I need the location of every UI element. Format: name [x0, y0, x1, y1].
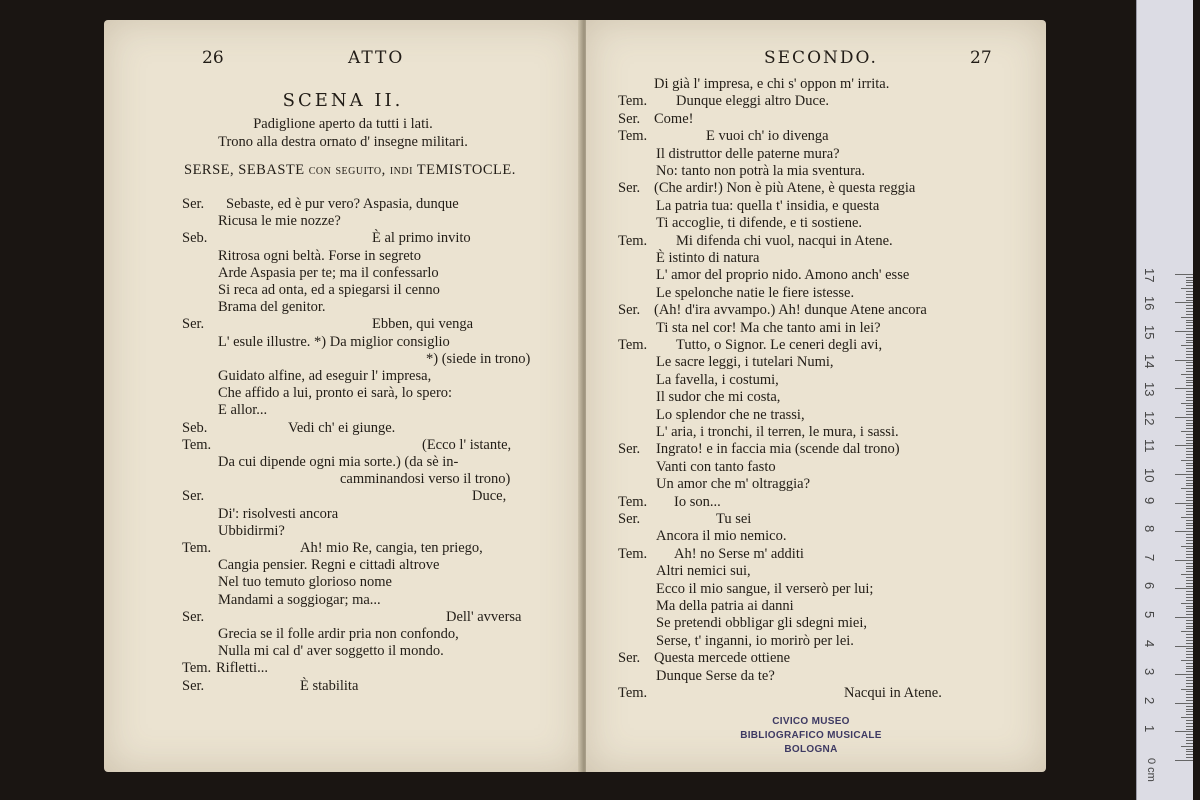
ruler-tick: [1186, 340, 1193, 341]
verse-line: Ricusa le mie nozze?: [218, 213, 341, 230]
ruler-tick: [1186, 577, 1193, 578]
verse-line: La favella, i costumi,: [656, 371, 779, 388]
verse-line: Sebaste, ed è pur vero? Aspasia, dunque: [226, 196, 459, 212]
stage-setting-2: Trono alla destra ornato d' insegne militari.: [218, 134, 468, 150]
ruler-tick: [1181, 546, 1193, 547]
ruler-tick: [1175, 646, 1193, 647]
ruler-tick: [1186, 368, 1193, 369]
ruler-tick: [1186, 277, 1193, 278]
ruler-tick: [1186, 754, 1193, 755]
ruler-tick: [1186, 548, 1193, 549]
ruler-tick: [1186, 657, 1193, 658]
verse-line: La patria tua: quella t' insidia, e questa: [656, 197, 880, 214]
ruler-tick: [1175, 531, 1193, 532]
ruler-tick: [1186, 528, 1193, 529]
ruler-number: 1: [1142, 725, 1157, 733]
ruler-tick: [1181, 317, 1193, 318]
ruler-tick: [1186, 400, 1193, 401]
ruler-tick: [1186, 608, 1193, 609]
ruler-tick: [1186, 740, 1193, 741]
scene-title: SCENA II.: [282, 90, 404, 111]
ruler-tick: [1186, 314, 1193, 315]
ruler-tick: [1186, 385, 1193, 386]
ruler-tick: [1181, 631, 1193, 632]
ruler-number: 12: [1142, 410, 1157, 426]
ruler-number: 16: [1142, 296, 1157, 311]
ruler-tick: [1181, 345, 1193, 346]
stamp-line-2: BIBLIOGRAFICO MUSICALE: [740, 730, 882, 741]
ruler-tick: [1186, 534, 1193, 535]
verse-line: Dell' avversa: [446, 608, 522, 625]
ruler-tick: [1186, 700, 1193, 701]
ruler-tick: [1186, 348, 1193, 349]
ruler-tick: [1186, 723, 1193, 724]
ruler-tick: [1186, 505, 1193, 506]
verse-line: Ah! mio Re, cangia, ten priego,: [300, 540, 483, 556]
verse-line: Lo splendor che ne trassi,: [656, 406, 805, 423]
ruler-tick: [1186, 683, 1193, 684]
ruler-tick: [1175, 474, 1193, 475]
ruler-tick: [1181, 689, 1193, 690]
ruler-tick: [1186, 623, 1193, 624]
left-running-head: ATTO: [348, 48, 405, 68]
ruler-tick: [1186, 320, 1193, 321]
ruler-tick: [1175, 588, 1193, 589]
verse-line: Nel tuo temuto glorioso nome: [218, 574, 392, 591]
verse-line: Nacqui in Atene.: [844, 685, 942, 701]
ruler-tick: [1186, 514, 1193, 515]
speaker-label: Tem.: [618, 93, 648, 110]
ruler-tick: [1186, 494, 1193, 495]
verse-line: Altri nemici sui,: [656, 563, 751, 580]
ruler-tick: [1186, 611, 1193, 612]
speaker-label: Ser.: [182, 488, 205, 505]
measuring-ruler: [1136, 0, 1193, 800]
verse-line: Ritrosa ogni beltà. Forse in segreto: [218, 247, 421, 264]
ruler-tick: [1186, 737, 1193, 738]
ruler-tick: [1186, 491, 1193, 492]
verse-line: Le spelonche natie le fiere istesse.: [656, 284, 855, 301]
ruler-tick: [1186, 523, 1193, 524]
verse-line: Questa mercede ottiene: [654, 650, 791, 667]
ruler-tick: [1186, 620, 1193, 621]
verse-line: È al primo invito: [372, 230, 471, 247]
verse-line: Di': risolvesti ancora: [218, 505, 339, 522]
speaker-label: Ser.: [618, 441, 641, 458]
verse-line: *) (siede in trono): [426, 350, 531, 367]
verse-line: (Ecco l' istante,: [422, 436, 512, 453]
ruler-tick: [1186, 354, 1193, 355]
ruler-tick: [1186, 654, 1193, 655]
ruler-tick: [1175, 417, 1193, 418]
ruler-tick: [1181, 460, 1193, 461]
speaker-label: Ser.: [618, 302, 641, 319]
ruler-tick: [1186, 434, 1193, 435]
verse-line: (Ah! d'ira avvampo.) Ah! dunque Atene ancora: [654, 302, 927, 319]
ruler-number: 11: [1142, 439, 1157, 453]
ruler-tick: [1186, 308, 1193, 309]
ruler-tick: [1186, 405, 1193, 406]
verse-line: Vanti con tanto fasto: [656, 458, 776, 475]
verse-line: Io son...: [674, 493, 721, 510]
ruler-tick: [1186, 614, 1193, 615]
ruler-tick: [1181, 746, 1193, 747]
verse-line: L' aria, i tronchi, il terren, le mura, i sassi.: [656, 424, 899, 440]
verse-line: Un amor che m' oltraggia?: [656, 476, 810, 493]
ruler-tick: [1181, 403, 1193, 404]
ruler-number: 10: [1142, 468, 1157, 483]
ruler-tick: [1186, 594, 1193, 595]
ruler-tick: [1186, 328, 1193, 329]
ruler-tick: [1186, 483, 1193, 484]
verse-line: È stabilita: [300, 677, 359, 694]
verse-line: Il distruttor delle paterne mura?: [656, 145, 840, 162]
ruler-tick: [1186, 711, 1193, 712]
ruler-number: 8: [1142, 525, 1157, 533]
verse-line: E vuoi ch' io divenga: [706, 128, 829, 145]
ruler-tick: [1186, 423, 1193, 424]
ruler-tick: [1186, 497, 1193, 498]
ruler-tick: [1186, 686, 1193, 687]
ruler-tick: [1186, 663, 1193, 664]
ruler-tick: [1186, 648, 1193, 649]
speaker-label: Ser.: [618, 650, 641, 667]
ruler-unit-label: 0 cm: [1145, 758, 1157, 782]
ruler-tick: [1181, 603, 1193, 604]
ruler-tick: [1186, 525, 1193, 526]
ruler-tick: [1186, 714, 1193, 715]
left-page-number: 26: [202, 48, 224, 68]
verse-line: Guidato alfine, ad eseguir l' impresa,: [218, 368, 432, 384]
verse-line: Ancora il mio nemico.: [656, 528, 787, 545]
ruler-tick: [1186, 420, 1193, 421]
ruler-tick: [1186, 305, 1193, 306]
ruler-tick: [1186, 325, 1193, 326]
ruler-tick: [1181, 517, 1193, 518]
speaker-label: Ser.: [182, 316, 205, 333]
ruler-tick: [1186, 709, 1193, 710]
speaker-label: Seb.: [182, 419, 208, 436]
ruler-tick: [1186, 586, 1193, 587]
ruler-number: 9: [1142, 496, 1157, 504]
verse-line: Brama del genitor.: [218, 299, 326, 316]
ruler-tick: [1175, 674, 1193, 675]
ruler-tick: [1186, 734, 1193, 735]
speaker-label: Tem.: [618, 337, 648, 353]
ruler-tick: [1186, 729, 1193, 730]
ruler-tick: [1186, 480, 1193, 481]
verse-line: Duce,: [472, 488, 507, 505]
speaker-label: Ser.: [618, 511, 641, 527]
ruler-number: 7: [1142, 553, 1157, 562]
verse-line: Mi difenda chi vuol, nacqui in Atene.: [676, 232, 893, 249]
ruler-tick: [1181, 660, 1193, 661]
speaker-label: Tem.: [182, 660, 212, 677]
ruler-tick: [1186, 485, 1193, 486]
ruler-tick: [1186, 543, 1193, 544]
ruler-number: 6: [1142, 582, 1157, 590]
ruler-tick: [1186, 411, 1193, 412]
ruler-tick: [1186, 334, 1193, 335]
ruler-tick: [1186, 454, 1193, 455]
ruler-tick: [1175, 360, 1193, 361]
verse-line: No: tanto non potrà la mia sventura.: [656, 163, 865, 179]
speaker-label: Tem.: [618, 685, 648, 701]
ruler-tick: [1186, 463, 1193, 464]
ruler-tick: [1186, 637, 1193, 638]
verse-line: Da cui dipende ogni mia sorte.) (da sè in-: [218, 454, 459, 470]
ruler-number: 3: [1142, 668, 1157, 676]
stage-setting-1: Padiglione aperto da tutti i lati.: [253, 116, 433, 132]
ruler-tick: [1186, 408, 1193, 409]
ruler-tick: [1186, 357, 1193, 358]
ruler-tick: [1186, 626, 1193, 627]
ruler-tick: [1181, 488, 1193, 489]
verse-line: Mandami a soggiogar; ma...: [218, 591, 381, 608]
ruler-tick: [1186, 680, 1193, 681]
verse-line: (Che ardir!) Non è più Atene, è questa reggia: [654, 180, 916, 197]
speaker-label: Ser.: [182, 196, 205, 212]
ruler-tick: [1186, 451, 1193, 452]
ruler-tick: [1186, 294, 1193, 295]
ruler-tick: [1186, 285, 1193, 286]
ruler-tick: [1186, 511, 1193, 512]
verse-line: Ingrato! e in faccia mia (scende dal trono): [656, 441, 900, 458]
ruler-tick: [1186, 643, 1193, 644]
ruler-tick: [1175, 274, 1193, 275]
ruler-tick: [1186, 362, 1193, 363]
ruler-tick: [1186, 557, 1193, 558]
speaker-label: Tem.: [182, 436, 212, 453]
verse-line: Ecco il mio sangue, il verserò per lui;: [656, 580, 874, 597]
ruler-tick: [1186, 537, 1193, 538]
ruler-tick: [1186, 391, 1193, 392]
verse-line: Tutto, o Signor. Le ceneri degli avi,: [676, 337, 883, 353]
ruler-tick: [1186, 282, 1193, 283]
ruler-tick: [1175, 445, 1193, 446]
ruler-tick: [1186, 322, 1193, 323]
verse-line: Il sudor che mi costa,: [656, 389, 781, 406]
ruler-tick: [1186, 706, 1193, 707]
verse-line: Arde Aspasia per te; ma il confessarlo: [218, 264, 439, 281]
ruler-tick: [1186, 597, 1193, 598]
verse-line: Dunque Serse da te?: [656, 667, 775, 684]
right-page-number: 27: [970, 48, 992, 68]
verse-line: Cangia pensier. Regni e cittadi altrove: [218, 557, 440, 574]
right-page: [586, 20, 1046, 772]
ruler-number: 13: [1142, 382, 1157, 397]
ruler-tick: [1186, 540, 1193, 541]
ruler-tick: [1186, 394, 1193, 395]
ruler-number: 14: [1142, 353, 1157, 369]
speaker-label: Tem.: [618, 232, 648, 249]
verse-line: Ti sta nel cor! Ma che tanto ami in lei?: [656, 319, 881, 336]
ruler-tick: [1186, 477, 1193, 478]
ruler-tick: [1186, 471, 1193, 472]
ruler-tick: [1186, 300, 1193, 301]
ruler-tick: [1186, 668, 1193, 669]
ruler-tick: [1186, 634, 1193, 635]
ruler-tick: [1186, 382, 1193, 383]
verse-line: Come!: [654, 110, 694, 127]
ruler-tick: [1175, 560, 1193, 561]
ruler-tick: [1186, 377, 1193, 378]
ruler-tick: [1186, 440, 1193, 441]
ruler-tick: [1186, 351, 1193, 352]
ruler-tick: [1186, 371, 1193, 372]
ruler-tick: [1186, 500, 1193, 501]
ruler-tick: [1186, 640, 1193, 641]
ruler-tick: [1175, 503, 1193, 504]
ruler-tick: [1186, 671, 1193, 672]
verse-line: Serse, t' inganni, io morirò per lei.: [656, 632, 854, 649]
verse-line: Ubbidirmi?: [218, 522, 285, 539]
verse-line: Le sacre leggi, i tutelari Numi,: [656, 354, 834, 371]
left-page: [104, 20, 582, 772]
ruler-tick: [1186, 508, 1193, 509]
ruler-tick: [1186, 568, 1193, 569]
speaker-label: Tem.: [182, 540, 212, 556]
ruler-tick: [1175, 617, 1193, 618]
ruler-tick: [1186, 291, 1193, 292]
speaker-label: Ser.: [182, 608, 205, 625]
ruler-tick: [1186, 743, 1193, 744]
ruler-tick: [1186, 457, 1193, 458]
ruler-tick: [1186, 566, 1193, 567]
verse-line: Ah! no Serse m' additi: [674, 545, 804, 562]
ruler-tick: [1181, 288, 1193, 289]
ruler-tick: [1186, 554, 1193, 555]
ruler-tick: [1186, 749, 1193, 750]
ruler-number: 2: [1142, 696, 1157, 705]
ruler-tick: [1186, 666, 1193, 667]
ruler-tick: [1186, 365, 1193, 366]
verse-line: Di già l' impresa, e chi s' oppon m' irrita.: [654, 76, 890, 92]
ruler-tick: [1186, 551, 1193, 552]
verse-line: Se pretendi obbligar gli sdegni miei,: [656, 615, 868, 632]
verse-line: Grecia se il folle ardir pria non confondo,: [218, 626, 459, 642]
verse-line: Ti accoglie, ti difende, e ti sostiene.: [656, 215, 863, 232]
ruler-tick: [1186, 751, 1193, 752]
verse-line: Ebben, qui venga: [372, 316, 474, 333]
ruler-tick: [1186, 520, 1193, 521]
ruler-tick: [1175, 302, 1193, 303]
ruler-tick: [1186, 600, 1193, 601]
speaker-label: Ser.: [182, 677, 205, 694]
ruler-tick: [1186, 651, 1193, 652]
ruler-number: 17: [1142, 267, 1157, 283]
ruler-number: 4: [1142, 639, 1157, 647]
verse-line: Nulla mi cal d' aver soggetto il mondo.: [218, 643, 444, 660]
ruler-tick: [1181, 717, 1193, 718]
speaker-label: Tem.: [618, 493, 648, 510]
ruler-tick: [1186, 726, 1193, 727]
verse-line: E allor...: [218, 402, 268, 419]
ruler-tick: [1186, 606, 1193, 607]
ruler-tick: [1186, 628, 1193, 629]
ruler-tick: [1186, 591, 1193, 592]
ruler-tick: [1186, 691, 1193, 692]
speaker-label: Seb.: [182, 230, 208, 247]
library-stamp: [726, 715, 896, 757]
ruler-tick: [1186, 448, 1193, 449]
ruler-tick: [1186, 414, 1193, 415]
ruler-tick: [1186, 443, 1193, 444]
ruler-tick: [1186, 311, 1193, 312]
verse-line: L' esule illustre. *) Da miglior consiglio: [218, 333, 450, 350]
ruler-tick: [1186, 697, 1193, 698]
ruler-tick: [1186, 677, 1193, 678]
ruler-tick: [1186, 297, 1193, 298]
ruler-tick: [1181, 431, 1193, 432]
speaker-label: Tem.: [618, 128, 648, 145]
ruler-number: 5: [1142, 611, 1157, 619]
verse-line: Ma della patria ai danni: [656, 598, 794, 614]
cast-list: SERSE, SEBASTE con seguito, indi TEMISTOCLE.: [184, 162, 516, 178]
ruler-number: 15: [1142, 325, 1157, 340]
verse-line: camminandosi verso il trono): [340, 471, 511, 488]
speaker-label: Ser.: [618, 180, 641, 197]
verse-line: Che affido a lui, pronto ei sarà, lo spero:: [218, 385, 453, 402]
verse-line: Tu sei: [716, 511, 752, 527]
verse-line: Dunque eleggi altro Duce.: [676, 93, 830, 110]
ruler-tick: [1186, 757, 1193, 758]
ruler-tick: [1175, 731, 1193, 732]
verse-line: Si reca ad onta, ed a spiegarsi il cenno: [218, 282, 440, 298]
ruler-tick: [1186, 571, 1193, 572]
ruler-tick: [1181, 374, 1193, 375]
verse-line: Rifletti...: [216, 660, 268, 677]
ruler-tick: [1186, 583, 1193, 584]
ruler-tick: [1186, 694, 1193, 695]
ruler-tick: [1175, 331, 1193, 332]
ruler-tick: [1175, 760, 1193, 761]
ruler-tick: [1186, 397, 1193, 398]
ruler-tick: [1186, 720, 1193, 721]
stamp-line-3: BOLOGNA: [784, 744, 838, 755]
ruler-tick: [1175, 703, 1193, 704]
ruler-tick: [1186, 280, 1193, 281]
ruler-tick: [1186, 425, 1193, 426]
right-running-head: SECONDO.: [764, 48, 878, 68]
speaker-label: Tem.: [618, 545, 648, 562]
verse-line: L' amor del proprio nido. Amono anch' esse: [656, 267, 910, 284]
ruler-tick: [1175, 388, 1193, 389]
ruler-tick: [1186, 428, 1193, 429]
speaker-label: Ser.: [618, 110, 641, 127]
ruler-tick: [1186, 437, 1193, 438]
ruler-tick: [1186, 468, 1193, 469]
ruler-tick: [1181, 574, 1193, 575]
ruler-tick: [1186, 342, 1193, 343]
verse-line: Vedi ch' ei giunge.: [288, 419, 396, 436]
stamp-line-1: CIVICO MUSEO: [772, 716, 850, 727]
ruler-tick: [1186, 380, 1193, 381]
ruler-tick: [1186, 465, 1193, 466]
ruler-tick: [1186, 563, 1193, 564]
verse-line: È istinto di natura: [656, 250, 760, 266]
ruler-tick: [1186, 337, 1193, 338]
ruler-tick: [1186, 580, 1193, 581]
